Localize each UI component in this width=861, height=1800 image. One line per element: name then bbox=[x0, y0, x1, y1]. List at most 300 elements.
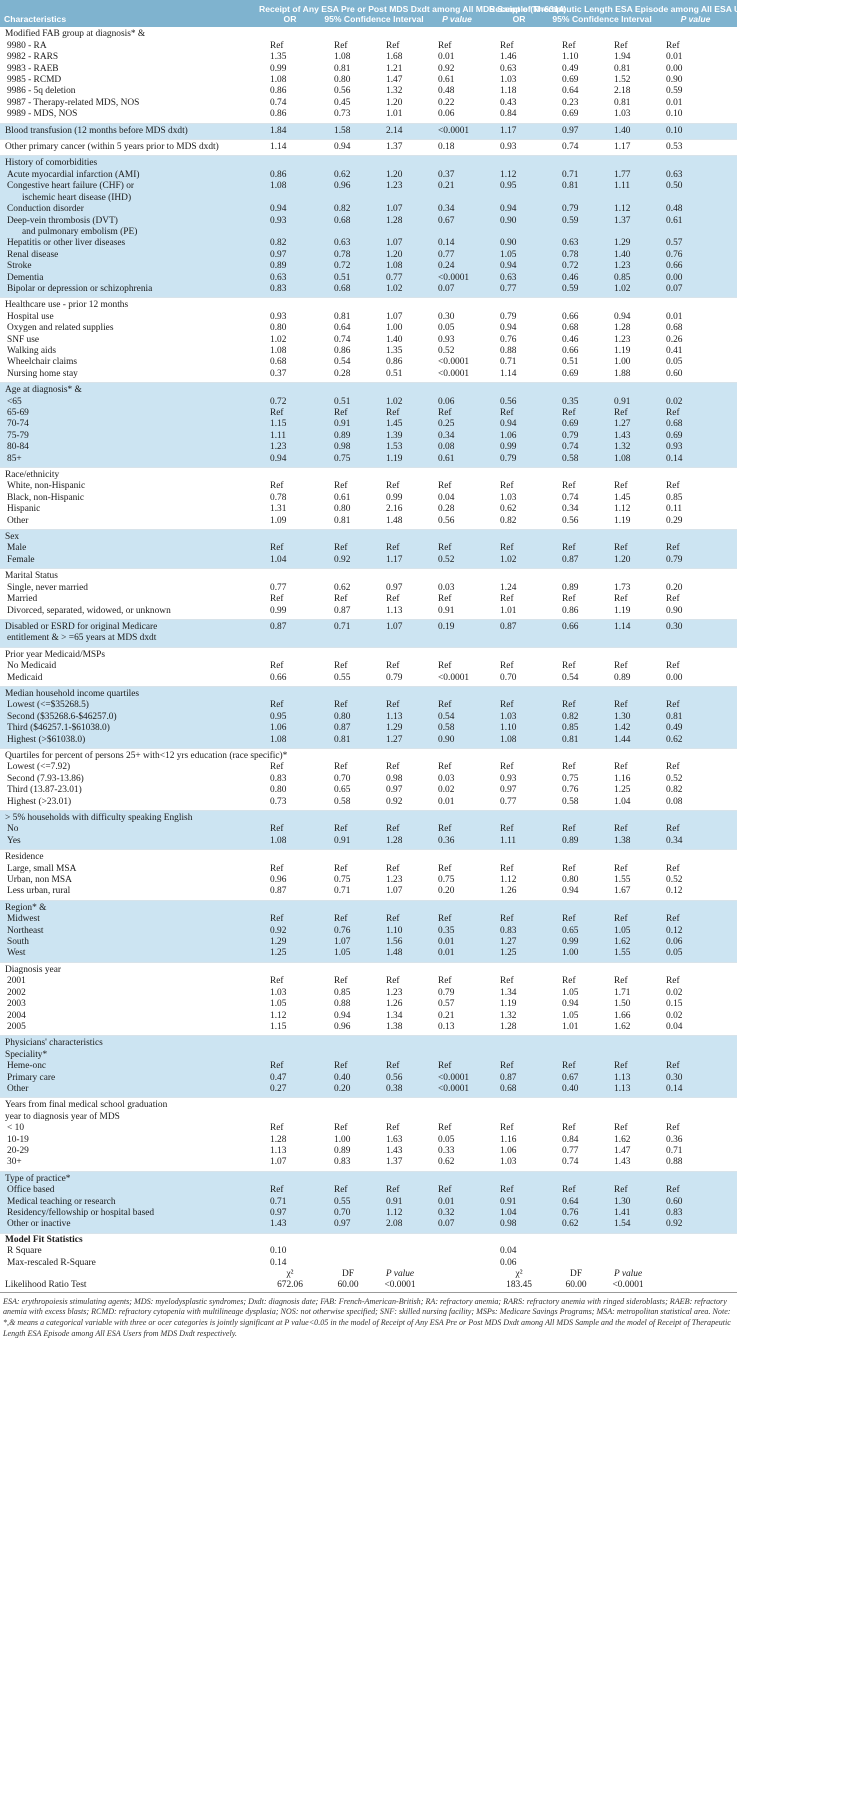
row-value: 0.62 bbox=[334, 582, 351, 593]
table-row bbox=[0, 988, 737, 999]
row-value: 0.33 bbox=[438, 1145, 455, 1156]
row-value: 0.74 bbox=[562, 492, 579, 503]
row-value: 0.06 bbox=[666, 937, 683, 948]
row-value: 1.26 bbox=[386, 999, 403, 1010]
row-group bbox=[0, 900, 737, 962]
row-value: 0.02 bbox=[438, 785, 455, 796]
row-label: Married bbox=[7, 594, 38, 605]
row-label: 9985 - RCMD bbox=[7, 75, 62, 86]
table-row bbox=[0, 140, 737, 156]
row-value: 0.67 bbox=[562, 1072, 579, 1083]
row-value: 0.95 bbox=[270, 711, 287, 722]
table-row bbox=[0, 836, 737, 850]
table-row bbox=[0, 926, 737, 937]
table-row bbox=[0, 493, 737, 504]
row-value: 1.62 bbox=[614, 1134, 631, 1145]
row-value: 0.56 bbox=[500, 396, 517, 407]
row-value: Ref bbox=[666, 594, 680, 605]
row-value: <0.0001 bbox=[438, 272, 470, 283]
row-value: Ref bbox=[562, 914, 576, 925]
row-group bbox=[0, 156, 737, 298]
row-value: 1.88 bbox=[602, 369, 654, 383]
row-value: 0.77 bbox=[562, 1145, 579, 1156]
row-value: 0.87 bbox=[334, 723, 351, 734]
row-value: Ref bbox=[334, 863, 348, 874]
row-group bbox=[0, 619, 737, 647]
row-label: Other bbox=[0, 516, 258, 530]
row-value: 1.01 bbox=[374, 109, 426, 123]
row-label: Medicaid bbox=[0, 673, 258, 687]
row-value: 0.77 bbox=[270, 582, 287, 593]
row-value: 0.01 bbox=[426, 948, 488, 962]
row-value: 0.45 bbox=[334, 97, 351, 108]
row-value: 1.28 bbox=[386, 215, 403, 226]
table-row bbox=[0, 442, 737, 453]
table-row bbox=[0, 1135, 737, 1146]
row-value: 0.89 bbox=[270, 261, 287, 272]
row-value bbox=[374, 633, 426, 647]
row-value bbox=[426, 227, 488, 238]
row-value: 0.05 bbox=[666, 357, 683, 368]
row-value: 1.94 bbox=[614, 52, 631, 63]
row-value: 0.23 bbox=[562, 97, 579, 108]
row-label: Wheelchair claims bbox=[7, 357, 78, 368]
row-value: 0.01 bbox=[666, 311, 683, 322]
row-value bbox=[258, 1050, 322, 1061]
row-value: 1.29 bbox=[270, 937, 287, 948]
row-value: 0.24 bbox=[438, 261, 455, 272]
row-value: 1.07 bbox=[334, 937, 351, 948]
row-value: 0.21 bbox=[438, 1010, 455, 1021]
table-row bbox=[0, 774, 737, 785]
lr-chi-1: 672.06 bbox=[277, 1280, 303, 1291]
row-value: 0.30 bbox=[438, 311, 455, 322]
row-value: 1.53 bbox=[386, 442, 403, 453]
table-row bbox=[0, 700, 737, 711]
row-value: Ref bbox=[334, 914, 348, 925]
table-row bbox=[0, 1084, 737, 1098]
row-value: <0.0001 bbox=[426, 369, 488, 383]
table-row bbox=[0, 397, 737, 408]
row-value: 0.85 bbox=[666, 492, 683, 503]
model-fit-section bbox=[0, 1233, 737, 1292]
row-value: 0.72 bbox=[334, 261, 351, 272]
row-value: 0.81 bbox=[322, 516, 374, 530]
row-value: 1.03 bbox=[500, 711, 517, 722]
group2-header: Receipt of Therapeutic Length ESA Episode among All ESA Users from MDS Dxdt (N=4007) bbox=[489, 4, 861, 14]
row-value: 0.77 bbox=[488, 284, 550, 298]
table-row bbox=[0, 250, 737, 261]
table-row bbox=[0, 1146, 737, 1157]
row-group bbox=[0, 811, 737, 850]
row-value: Ref bbox=[562, 543, 576, 554]
row-value: 0.56 bbox=[426, 516, 488, 530]
fit-title: Model Fit Statistics bbox=[5, 1234, 83, 1245]
row-value: 0.05 bbox=[654, 948, 737, 962]
row-value: 0.62 bbox=[550, 1219, 602, 1233]
row-value bbox=[550, 1050, 602, 1061]
row-value: 0.60 bbox=[666, 1196, 683, 1207]
row-value: 0.18 bbox=[426, 140, 488, 156]
row-value: Ref bbox=[614, 762, 628, 773]
row-value: 0.04 bbox=[654, 1022, 737, 1036]
row-value: 1.07 bbox=[386, 311, 403, 322]
table-row bbox=[0, 1157, 737, 1171]
row-value: 1.25 bbox=[488, 948, 550, 962]
row-label: Acute myocardial infarction (AMI) bbox=[7, 169, 140, 180]
row-value: 0.83 bbox=[270, 773, 287, 784]
table-row bbox=[0, 543, 737, 554]
row-value: 1.43 bbox=[386, 1145, 403, 1156]
row-label: Deep-vein thrombosis (DVT) bbox=[7, 215, 118, 226]
table-row bbox=[0, 785, 737, 796]
row-value: 0.71 bbox=[322, 886, 374, 900]
row-value bbox=[322, 633, 374, 647]
row-value bbox=[654, 193, 737, 204]
row-value: Ref bbox=[386, 1123, 400, 1134]
row-value: Ref bbox=[666, 543, 680, 554]
row-value: 0.81 bbox=[334, 63, 351, 74]
row-value: 0.97 bbox=[550, 123, 602, 139]
row-value: 0.14 bbox=[654, 1084, 737, 1098]
row-value bbox=[322, 227, 374, 238]
row-value bbox=[654, 227, 737, 238]
row-value: 1.19 bbox=[602, 606, 654, 620]
table-row bbox=[0, 723, 737, 734]
row-value: 0.20 bbox=[426, 886, 488, 900]
row-value: 0.98 bbox=[334, 442, 351, 453]
row-value: Ref bbox=[270, 1061, 284, 1072]
row-value bbox=[550, 633, 602, 647]
row-value: 0.90 bbox=[500, 215, 517, 226]
row-value: 0.66 bbox=[562, 621, 579, 632]
row-value: 1.38 bbox=[374, 1022, 426, 1036]
row-value: 0.86 bbox=[270, 86, 287, 97]
row-value: 1.55 bbox=[602, 948, 654, 962]
row-label: 80-84 bbox=[7, 442, 29, 453]
row-value: 0.66 bbox=[666, 261, 683, 272]
row-value: 0.93 bbox=[438, 334, 455, 345]
row-value: 0.64 bbox=[562, 86, 579, 97]
row-value: 1.25 bbox=[614, 785, 631, 796]
row-value: 0.78 bbox=[334, 249, 351, 260]
row-value: 0.47 bbox=[270, 1072, 287, 1083]
row-label: Lowest (<=$35268.5) bbox=[7, 700, 89, 711]
row-value: 1.29 bbox=[386, 723, 403, 734]
row-value: 0.90 bbox=[666, 75, 683, 86]
table-row bbox=[0, 712, 737, 723]
group-title: Years from final medical school graduation bbox=[5, 1100, 168, 1111]
row-value: Ref bbox=[270, 481, 284, 492]
row-value: 1.27 bbox=[614, 419, 631, 430]
row-value: 0.43 bbox=[500, 97, 517, 108]
row-value: 1.43 bbox=[258, 1219, 322, 1233]
table-row bbox=[0, 41, 737, 52]
group-title: Age at diagnosis* & bbox=[5, 385, 82, 396]
row-value: 0.75 bbox=[438, 875, 455, 886]
row-value: 1.13 bbox=[270, 1145, 287, 1156]
row-value: 0.97 bbox=[386, 582, 403, 593]
row-value: 0.62 bbox=[426, 1157, 488, 1171]
row-value: 0.89 bbox=[550, 836, 602, 850]
row-value: 0.99 bbox=[500, 442, 517, 453]
row-value: 0.97 bbox=[270, 249, 287, 260]
row-value: 0.64 bbox=[334, 323, 351, 334]
row-value: 1.11 bbox=[488, 836, 550, 850]
row-value: 0.89 bbox=[562, 582, 579, 593]
row-value: 0.38 bbox=[374, 1084, 426, 1098]
table-row bbox=[0, 673, 737, 687]
row-value: 0.29 bbox=[654, 516, 737, 530]
row-value: 0.00 bbox=[666, 63, 683, 74]
row-value: 0.06 bbox=[426, 109, 488, 123]
group-title-row bbox=[0, 850, 737, 864]
row-value: 0.00 bbox=[654, 673, 737, 687]
chi-header-1: χ² bbox=[286, 1269, 294, 1280]
group-title-row bbox=[0, 530, 737, 544]
row-value: 0.68 bbox=[666, 323, 683, 334]
row-value: 1.00 bbox=[614, 357, 631, 368]
row-value: 1.44 bbox=[602, 735, 654, 749]
group-title: Prior year Medicaid/MSPs bbox=[5, 649, 105, 660]
row-value: 1.08 bbox=[270, 181, 287, 192]
row-value: 0.95 bbox=[500, 181, 517, 192]
table-row bbox=[0, 762, 737, 773]
table-row bbox=[0, 64, 737, 75]
row-value: 0.61 bbox=[334, 492, 351, 503]
row-value bbox=[374, 227, 426, 238]
row-label: ischemic heart disease (IHD) bbox=[22, 192, 132, 203]
lr-chi-2: 183.45 bbox=[506, 1280, 532, 1291]
row-value: Ref bbox=[386, 481, 400, 492]
row-value: Ref bbox=[562, 976, 576, 987]
row-value: Ref bbox=[614, 1061, 628, 1072]
row-value: 1.35 bbox=[386, 345, 403, 356]
row-value: 0.81 bbox=[614, 97, 631, 108]
row-value: 0.03 bbox=[438, 773, 455, 784]
row-value: 0.91 bbox=[426, 606, 488, 620]
row-value: 0.20 bbox=[322, 1084, 374, 1098]
row-value: 1.07 bbox=[386, 204, 403, 215]
row-value bbox=[550, 1112, 602, 1123]
p-header-1: P value bbox=[385, 1269, 415, 1280]
row-value: 0.68 bbox=[488, 1084, 550, 1098]
row-value: 1.12 bbox=[270, 1010, 287, 1021]
row-value: 0.84 bbox=[562, 1134, 579, 1145]
group-title-row bbox=[0, 569, 737, 583]
group-title-row bbox=[0, 900, 737, 914]
row-value: 0.58 bbox=[322, 797, 374, 811]
row-value: 0.61 bbox=[666, 215, 683, 226]
row-value: Ref bbox=[614, 543, 628, 554]
row-label: entitlement & > =65 years at MDS dxdt bbox=[0, 633, 258, 647]
row-value: 0.76 bbox=[666, 249, 683, 260]
row-value: 0.86 bbox=[550, 606, 602, 620]
p-header-2: P value bbox=[613, 1269, 643, 1280]
row-value bbox=[258, 193, 322, 204]
row-label: year to diagnosis year of MDS bbox=[5, 1111, 120, 1122]
row-value bbox=[602, 1050, 654, 1061]
row-value: Ref bbox=[614, 40, 628, 51]
row-label: Other or inactive bbox=[0, 1219, 258, 1233]
row-value bbox=[488, 227, 550, 238]
row-value: 0.52 bbox=[438, 345, 455, 356]
row-value bbox=[602, 193, 654, 204]
row-value: Ref bbox=[438, 543, 452, 554]
table-row bbox=[0, 1011, 737, 1022]
row-value: 0.04 bbox=[438, 492, 455, 503]
row-label: Primary care bbox=[7, 1072, 56, 1083]
row-value: 0.34 bbox=[654, 836, 737, 850]
row-value: Ref bbox=[386, 661, 400, 672]
row-value: 0.75 bbox=[562, 773, 579, 784]
row-value: 1.55 bbox=[614, 875, 631, 886]
row-value: 1.07 bbox=[386, 621, 403, 632]
row-value: 0.12 bbox=[666, 925, 683, 936]
row-value: 2.16 bbox=[386, 504, 403, 515]
row-value: Ref bbox=[500, 594, 514, 605]
table-row bbox=[0, 357, 737, 368]
row-value: 1.00 bbox=[386, 323, 403, 334]
row-value: 0.94 bbox=[334, 1010, 351, 1021]
row-group bbox=[0, 1036, 737, 1098]
row-value: 0.69 bbox=[550, 109, 602, 123]
row-label: Highest (>$61038.0) bbox=[0, 735, 258, 749]
row-value: 0.99 bbox=[258, 606, 322, 620]
row-value: Ref bbox=[500, 543, 514, 554]
row-value: 0.62 bbox=[654, 735, 737, 749]
row-value: 1.34 bbox=[500, 987, 517, 998]
row-value bbox=[602, 1112, 654, 1123]
table-row bbox=[0, 204, 737, 215]
row-value: 1.40 bbox=[386, 334, 403, 345]
row-value: 1.34 bbox=[386, 1010, 403, 1021]
row-value: Ref bbox=[614, 976, 628, 987]
row-value: 0.71 bbox=[500, 357, 517, 368]
row-value: 1.56 bbox=[386, 937, 403, 948]
row-value: 1.02 bbox=[602, 284, 654, 298]
row-value bbox=[258, 227, 322, 238]
table-row bbox=[0, 284, 737, 298]
row-value: 0.62 bbox=[334, 169, 351, 180]
row-value: 1.12 bbox=[500, 169, 517, 180]
row-value: Ref bbox=[270, 40, 284, 51]
group1-header: Receipt of Any ESA Pre or Post MDS Dxdt among All MDS Sample (N=6314) bbox=[259, 4, 567, 14]
row-value: 0.48 bbox=[666, 204, 683, 215]
row-value: 0.30 bbox=[666, 1072, 683, 1083]
or-header-1: OR bbox=[283, 14, 297, 25]
row-value: 1.52 bbox=[614, 75, 631, 86]
row-value: 0.92 bbox=[438, 63, 455, 74]
row-value: 1.48 bbox=[374, 516, 426, 530]
row-label: 70-74 bbox=[7, 419, 29, 430]
row-value: 0.36 bbox=[426, 836, 488, 850]
row-value: 1.47 bbox=[614, 1145, 631, 1156]
row-value: 0.63 bbox=[334, 238, 351, 249]
row-value: 1.12 bbox=[500, 875, 517, 886]
table-header bbox=[0, 0, 861, 27]
row-value: 1.01 bbox=[550, 1022, 602, 1036]
row-value: 0.01 bbox=[666, 52, 683, 63]
row-value: 0.96 bbox=[322, 1022, 374, 1036]
df-header-2: DF bbox=[570, 1269, 583, 1280]
row-value: 0.07 bbox=[426, 1219, 488, 1233]
table-row bbox=[0, 1208, 737, 1219]
row-value: 0.34 bbox=[438, 430, 455, 441]
table-row bbox=[0, 481, 737, 492]
row-value: 1.11 bbox=[270, 430, 287, 441]
row-value: 1.23 bbox=[386, 875, 403, 886]
row-value: 0.93 bbox=[270, 215, 287, 226]
table-row bbox=[0, 735, 737, 749]
row-value: 1.07 bbox=[258, 1157, 322, 1171]
row-value: Ref bbox=[270, 863, 284, 874]
row-value: 1.03 bbox=[500, 75, 517, 86]
row-value: 0.76 bbox=[500, 334, 517, 345]
row-value: Ref bbox=[666, 481, 680, 492]
row-value: 0.87 bbox=[500, 621, 517, 632]
row-value: 1.43 bbox=[602, 1157, 654, 1171]
row-value: Ref bbox=[334, 594, 348, 605]
row-value: 1.19 bbox=[602, 516, 654, 530]
row-value: 0.62 bbox=[500, 504, 517, 515]
row-value: 0.82 bbox=[488, 516, 550, 530]
row-value: 0.79 bbox=[654, 555, 737, 569]
row-value: 1.47 bbox=[386, 75, 403, 86]
row-value: 1.29 bbox=[614, 238, 631, 249]
row-value: Ref bbox=[270, 976, 284, 987]
row-value: 1.19 bbox=[500, 999, 517, 1010]
table-row bbox=[0, 261, 737, 272]
row-value: 0.76 bbox=[562, 1208, 579, 1218]
row-group bbox=[0, 140, 737, 156]
row-value: Ref bbox=[438, 700, 452, 711]
row-value: Ref bbox=[666, 700, 680, 711]
row-value bbox=[374, 193, 426, 204]
row-value: 0.71 bbox=[270, 1196, 287, 1207]
row-value: 0.57 bbox=[438, 999, 455, 1010]
table-row bbox=[0, 976, 737, 987]
row-value: 1.62 bbox=[602, 1022, 654, 1036]
row-label: Medical teaching or research bbox=[7, 1196, 116, 1207]
row-value: 1.02 bbox=[386, 396, 403, 407]
row-label: Speciality* bbox=[5, 1049, 48, 1060]
row-value: Ref bbox=[500, 408, 514, 418]
row-value: 0.59 bbox=[562, 215, 579, 226]
row-label: Second ($35268.6-$46257.0) bbox=[7, 711, 117, 722]
row-value: Ref bbox=[562, 481, 576, 492]
table-row bbox=[0, 1219, 737, 1233]
row-value: 1.63 bbox=[386, 1134, 403, 1145]
row-label: Highest (>23.01) bbox=[0, 797, 258, 811]
row-value: 0.90 bbox=[500, 238, 517, 249]
row-value: Ref bbox=[438, 481, 452, 492]
row-value: 0.63 bbox=[270, 272, 287, 283]
row-value: 0.79 bbox=[500, 311, 517, 322]
row-value: 0.81 bbox=[550, 735, 602, 749]
row-value: 0.86 bbox=[258, 109, 322, 123]
row-value: 1.17 bbox=[488, 123, 550, 139]
row-value: Ref bbox=[666, 914, 680, 925]
row-value: Ref bbox=[334, 1061, 348, 1072]
row-value: 0.71 bbox=[562, 169, 579, 180]
table-row bbox=[0, 1185, 737, 1196]
row-value: Ref bbox=[270, 914, 284, 925]
row-value: 0.89 bbox=[334, 1145, 351, 1156]
row-value: 1.40 bbox=[602, 123, 654, 139]
row-value: Ref bbox=[562, 1185, 576, 1196]
group-title-row bbox=[0, 1036, 737, 1050]
